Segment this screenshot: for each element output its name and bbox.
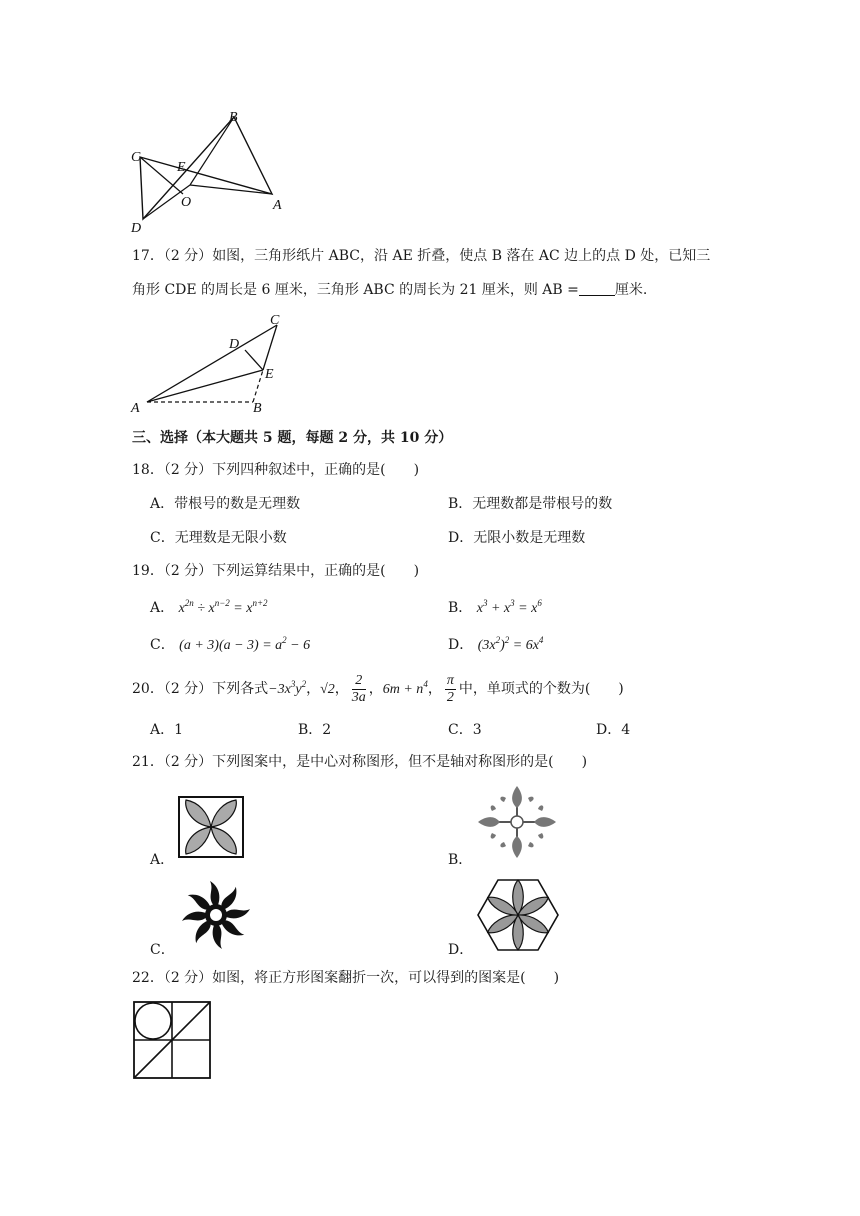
label-C: C [270,313,280,328]
label-D: D [229,337,240,352]
expr-4: $6m + n^4$ [382,679,428,697]
q19-option-d-formula: $(3x^2)^2 = 6x^4$ [477,635,544,653]
triangle-figure-16 [125,105,295,235]
q19-option-a[interactable] [150,598,268,619]
q21-option-b-pattern[interactable] [474,780,560,864]
question-17-text-1: 17． [132,248,164,264]
question-21-stem: 21．（2 分）下列图案中，是中心对称图形，但不是轴对称图形的是( ) [132,754,588,770]
label-A: A [131,401,140,415]
q19-option-c[interactable] [150,635,310,656]
q21-option-a-label[interactable]: A． [150,852,175,868]
label-B: B [253,401,262,415]
question-18-stem: 18．（2 分）下列四种叙述中，正确的是( ) [132,462,420,478]
q19-option-d[interactable] [448,635,543,656]
label-B: B [229,110,238,125]
question-17-line-2 [132,280,647,300]
answer-blank[interactable] [579,281,615,296]
question-17-body-2: 角形 CDE 的周长是 6 厘米，三角形 ABC 的周长为 21 厘米，则 AB = [132,282,579,298]
q19-option-b[interactable] [448,598,542,619]
question-20-stem-start: 20．（2 分）下列各式 [132,681,269,697]
q19-option-c-letter: C． [150,637,175,653]
label-A: A [273,198,282,213]
question-17-unit: 厘米. [614,282,648,298]
q21-option-d-pattern[interactable] [474,876,562,954]
label-O: O [181,195,192,210]
label-D: D [131,221,142,235]
question-17-score: （2 分） [163,248,213,264]
question-20-stem: 20．（2 分）下列各式$-3x^3y^2$，√2， $\frac{2}{3a}$ ，$6m + n^4$， $\frac{\pi}{2}$ 中，单项式的个数为( ) [132,672,624,705]
label-E: E [265,367,274,382]
q21-option-a-pattern[interactable] [176,794,246,860]
q19-option-a-formula: $x^{2n} \div x^{n-2} = x^{n+2}$ [178,598,268,616]
q19-option-b-letter: B． [448,600,473,616]
q19-option-c-formula: $(a + 3)(a - 3) = a^2 - 6$ [179,635,311,653]
q22-square-pattern [132,1000,212,1080]
q19-option-b-formula: $x^3 + x^3 = x^6$ [476,598,542,616]
question-17-body-1: 如图，三角形纸片 ABC，沿 AE 折叠，使点 B 落在 AC 边上的点 D 处，已知三 [212,248,711,264]
q18-option-b[interactable]: B．无理数都是带根号的数 [448,496,613,512]
label-C: C [131,150,141,165]
q20-option-c[interactable]: C．3 [448,722,482,738]
expr-5: $\frac{\pi}{2}$ [446,672,454,705]
expr-3: $\frac{2}{3a}$ [351,672,366,705]
question-19-stem: 19．（2 分）下列运算结果中，正确的是( ) [132,563,420,579]
question-22-stem: 22．（2 分）如图，将正方形图案翻折一次，可以得到的图案是( ) [132,970,560,986]
triangle-figure-17 [125,310,295,415]
expr-2: √2 [320,682,335,697]
question-17-line-1 [132,246,710,266]
q18-option-c[interactable]: C．无理数是无限小数 [150,530,287,546]
q19-option-a-letter: A． [150,600,175,616]
q21-option-d-label[interactable]: D． [448,942,474,958]
q18-option-a[interactable]: A．带根号的数是无理数 [150,496,301,512]
q21-option-b-label[interactable]: B． [448,852,473,868]
label-E: E [177,160,186,175]
q18-option-d[interactable]: D．无限小数是无理数 [448,530,586,546]
question-20-stem-end: 中，单项式的个数为( ) [458,681,624,697]
q19-option-d-letter: D． [448,637,474,653]
q21-option-c-label[interactable]: C． [150,942,175,958]
q20-option-a[interactable]: A．1 [150,722,184,738]
q20-option-d[interactable]: D．4 [596,722,631,738]
expr-1: $-3x^3y^2$ [268,679,307,697]
q21-option-c-pattern[interactable] [176,876,256,954]
q20-option-b[interactable]: B．2 [298,722,332,738]
section-3-title: 三、选择（本大题共 5 题，每题 2 分，共 10 分） [132,430,453,446]
